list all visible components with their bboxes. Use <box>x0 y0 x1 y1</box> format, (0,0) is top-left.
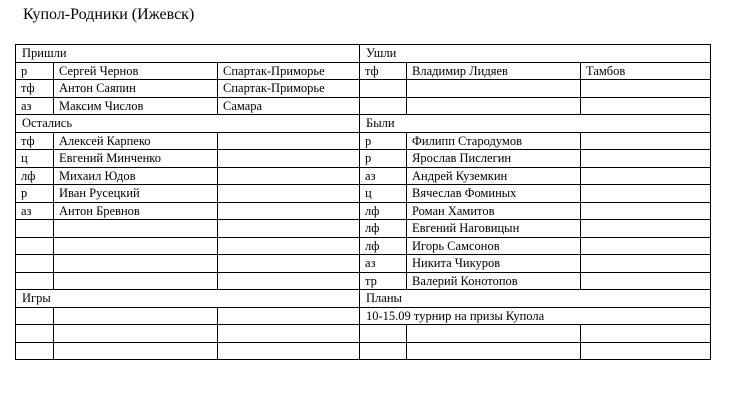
table-row <box>16 220 711 238</box>
empty-cell <box>54 220 218 238</box>
arrived-name: Сергей Чернов <box>54 62 218 80</box>
empty-cell <box>581 167 711 185</box>
departed-club: Тамбов <box>581 62 711 80</box>
empty-cell <box>581 325 711 343</box>
empty-cell <box>407 97 581 115</box>
table-row <box>16 150 711 168</box>
empty-cell <box>581 132 711 150</box>
empty-cell <box>218 255 360 273</box>
empty-cell <box>360 97 407 115</box>
table-row <box>16 342 711 360</box>
empty-cell <box>16 307 54 325</box>
section-plans-label: Планы <box>360 290 711 308</box>
empty-cell <box>218 150 360 168</box>
former-name: Вячеслав Фоминых <box>407 185 581 203</box>
empty-cell <box>360 80 407 98</box>
empty-cell <box>54 307 218 325</box>
former-position: р <box>360 150 407 168</box>
empty-cell <box>16 255 54 273</box>
stayed-name: Антон Бревнов <box>54 202 218 220</box>
empty-cell <box>581 80 711 98</box>
former-position: аз <box>360 167 407 185</box>
section-header-row <box>16 115 711 133</box>
arrived-name: Максим Числов <box>54 97 218 115</box>
section-games-label: Игры <box>16 290 360 308</box>
former-name: Игорь Самсонов <box>407 237 581 255</box>
section-header-row <box>16 290 711 308</box>
former-position: лф <box>360 220 407 238</box>
empty-cell <box>16 220 54 238</box>
empty-cell <box>407 325 581 343</box>
arrived-position: тф <box>16 80 54 98</box>
table-row <box>16 255 711 273</box>
former-name: Филипп Стародумов <box>407 132 581 150</box>
former-position: ц <box>360 185 407 203</box>
stayed-name: Иван Русецкий <box>54 185 218 203</box>
former-position: аз <box>360 255 407 273</box>
table-row <box>16 202 711 220</box>
empty-cell <box>581 202 711 220</box>
empty-cell <box>360 342 407 360</box>
empty-cell <box>218 342 360 360</box>
arrived-club: Спартак-Приморье <box>218 80 360 98</box>
empty-cell <box>581 97 711 115</box>
empty-cell <box>407 342 581 360</box>
page-title: Купол-Родники (Ижевск) <box>23 6 195 23</box>
empty-cell <box>581 342 711 360</box>
departed-name: Владимир Лидяев <box>407 62 581 80</box>
empty-cell <box>581 255 711 273</box>
table-row <box>16 307 711 325</box>
former-position: р <box>360 132 407 150</box>
former-name: Валерий Конотопов <box>407 272 581 290</box>
former-name: Ярослав Пислегин <box>407 150 581 168</box>
table-row <box>16 237 711 255</box>
former-position: тр <box>360 272 407 290</box>
stayed-name: Евгений Минченко <box>54 150 218 168</box>
section-arrived-label: Пришли <box>16 45 360 63</box>
table-row <box>16 80 711 98</box>
section-former-label: Были <box>360 115 711 133</box>
empty-cell <box>16 272 54 290</box>
stayed-position: р <box>16 185 54 203</box>
table-row <box>16 325 711 343</box>
stayed-position: ц <box>16 150 54 168</box>
departed-position: тф <box>360 62 407 80</box>
empty-cell <box>54 237 218 255</box>
table-row <box>16 272 711 290</box>
empty-cell <box>218 272 360 290</box>
table-row <box>16 167 711 185</box>
empty-cell <box>16 325 54 343</box>
empty-cell <box>16 342 54 360</box>
empty-cell <box>581 185 711 203</box>
former-name: Роман Хамитов <box>407 202 581 220</box>
arrived-position: аз <box>16 97 54 115</box>
former-name: Евгений Наговицын <box>407 220 581 238</box>
stayed-position: тф <box>16 132 54 150</box>
empty-cell <box>581 237 711 255</box>
empty-cell <box>581 220 711 238</box>
empty-cell <box>218 167 360 185</box>
empty-cell <box>218 237 360 255</box>
empty-cell <box>54 325 218 343</box>
section-header-row <box>16 45 711 63</box>
former-name: Никита Чикуров <box>407 255 581 273</box>
empty-cell <box>218 325 360 343</box>
empty-cell <box>54 255 218 273</box>
stayed-name: Михаил Юдов <box>54 167 218 185</box>
section-stayed-label: Остались <box>16 115 360 133</box>
former-position: лф <box>360 202 407 220</box>
table-row <box>16 185 711 203</box>
arrived-club: Спартак-Приморье <box>218 62 360 80</box>
empty-cell <box>360 325 407 343</box>
empty-cell <box>581 150 711 168</box>
table-row <box>16 62 711 80</box>
stayed-name: Алексей Карпеко <box>54 132 218 150</box>
empty-cell <box>54 272 218 290</box>
table-row <box>16 97 711 115</box>
empty-cell <box>218 307 360 325</box>
former-name: Андрей Куземкин <box>407 167 581 185</box>
roster-table <box>15 44 711 360</box>
empty-cell <box>16 237 54 255</box>
empty-cell <box>581 272 711 290</box>
stayed-position: аз <box>16 202 54 220</box>
empty-cell <box>218 132 360 150</box>
arrived-club: Самара <box>218 97 360 115</box>
table-row <box>16 132 711 150</box>
empty-cell <box>218 185 360 203</box>
plan-item: 10-15.09 турнир на призы Купола <box>360 307 711 325</box>
empty-cell <box>218 202 360 220</box>
arrived-position: р <box>16 62 54 80</box>
arrived-name: Антон Саяпин <box>54 80 218 98</box>
empty-cell <box>218 220 360 238</box>
former-position: лф <box>360 237 407 255</box>
empty-cell <box>54 342 218 360</box>
section-left-label: Ушли <box>360 45 711 63</box>
stayed-position: лф <box>16 167 54 185</box>
empty-cell <box>407 80 581 98</box>
